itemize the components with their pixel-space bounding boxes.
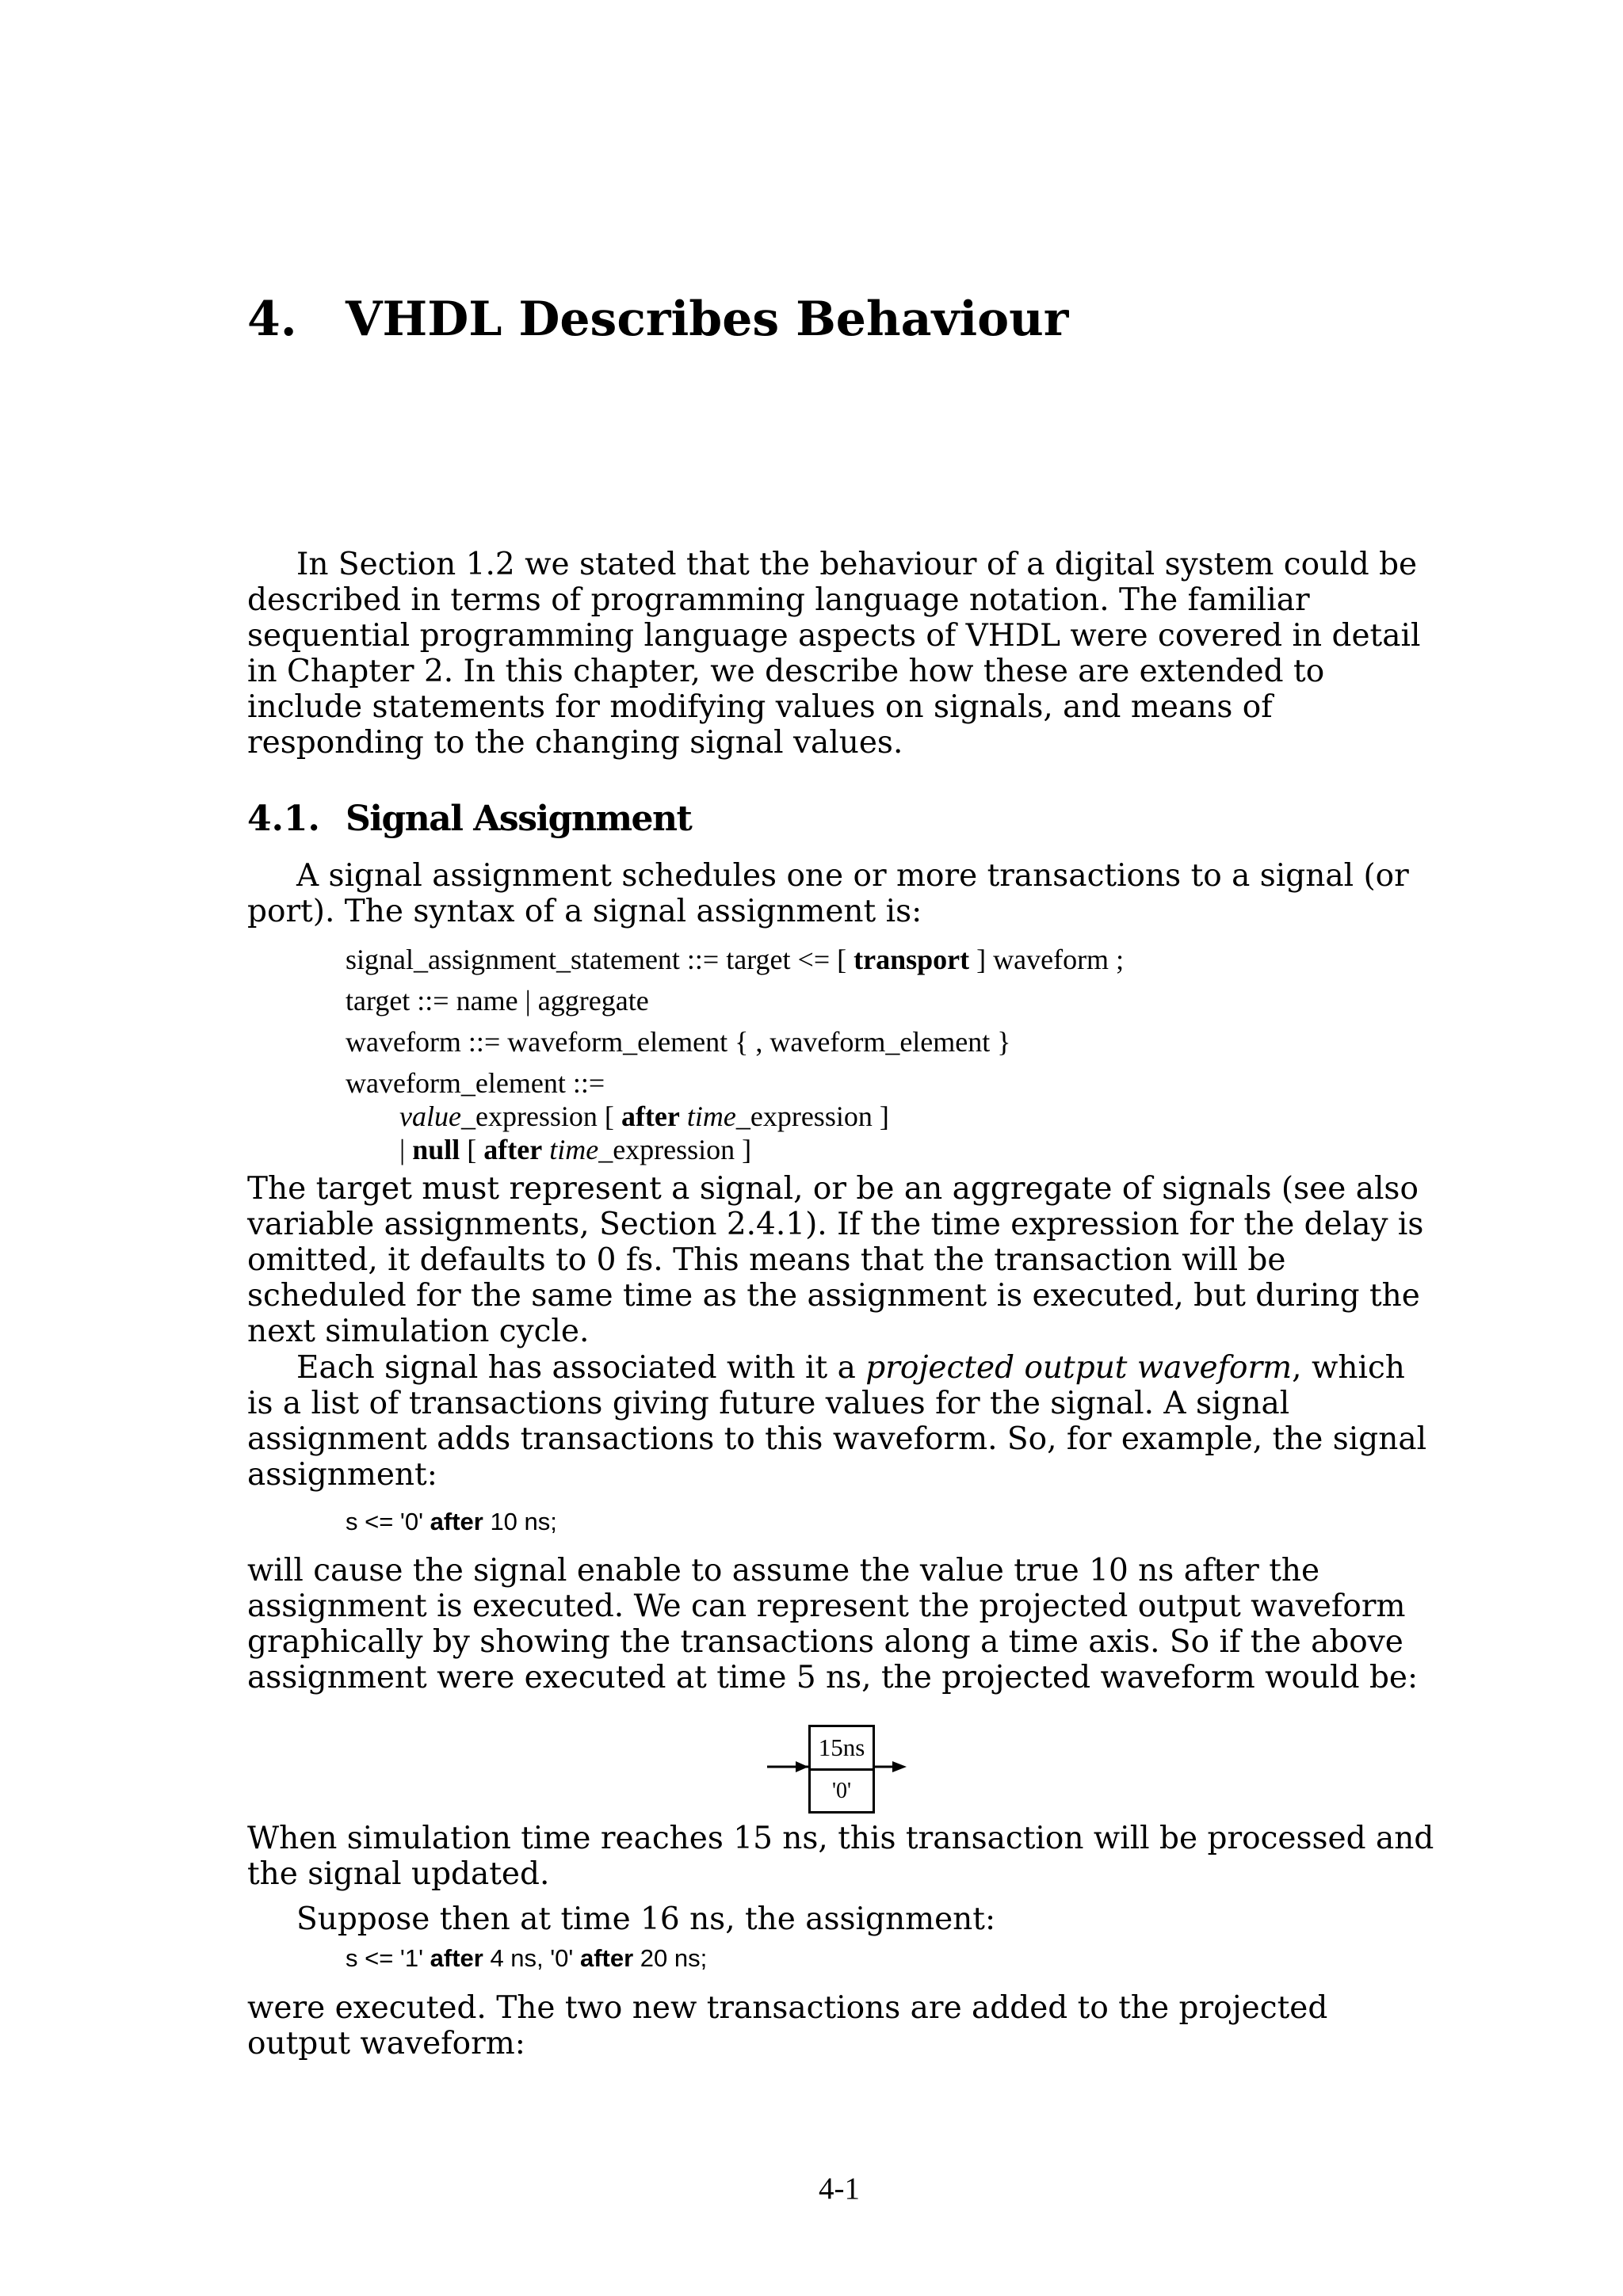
syntax-line-5 — [346, 1100, 1124, 1133]
syntax-text: _expression [ — [460, 1100, 621, 1132]
section-paragraph-1: A signal assignment schedules one or more transactions to a signal (or port). The syntax of a signal assignment is: — [247, 858, 1409, 929]
syntax-line-2: target ::= name | aggregate — [346, 985, 649, 1016]
paragraph-text: , which is a list of transactions giving future values for the signal. A signal assignment adds transactions to this waveform. So, for example, the signal assignment: — [247, 1350, 1427, 1493]
syntax-line-6 — [346, 1133, 1124, 1166]
section-paragraph-7-block — [247, 1990, 1436, 2061]
syntax-keyword: transport — [854, 944, 970, 975]
section-paragraph-4-block — [247, 1553, 1436, 1695]
section-paragraph-5-block — [247, 1821, 1436, 1892]
waveform-transaction-box — [808, 1725, 875, 1814]
section-paragraph-6: Suppose then at time 16 ns, the assignment: — [296, 1901, 996, 1937]
section-number: 4.1. — [247, 799, 320, 839]
section-paragraph-6-block — [247, 1901, 1436, 1937]
transaction-time: 15ns — [818, 1733, 865, 1761]
section-paragraph-3-block — [247, 1350, 1436, 1493]
syntax-text: | — [399, 1134, 413, 1165]
code-text: 10 ns; — [483, 1508, 557, 1535]
syntax-block — [346, 943, 1124, 1166]
section-title: Signal Assignment — [346, 799, 692, 839]
code-text: s <= '1' — [346, 1944, 430, 1972]
code-text: 20 ns; — [633, 1944, 708, 1972]
section-paragraph-7: were executed. The two new transactions are added to the projected output waveform: — [247, 1990, 1328, 2061]
syntax-keyword: after — [621, 1100, 680, 1132]
section-paragraph-2-block — [247, 1171, 1436, 1349]
outgoing-arrowhead — [892, 1761, 907, 1772]
code-text: s <= '0' — [346, 1508, 430, 1535]
syntax-italic: time — [542, 1134, 599, 1165]
section-paragraph-2: The target must represent a signal, or be an aggregate of signals (see also variable assignments, Section 2.4.1). If the time expression for the delay is omitted, it defaults to 0 fs. This means that the transaction will be scheduled for the same time as the assignment is executed, but during the next simulation cycle. — [247, 1171, 1424, 1349]
code-keyword: after — [430, 1508, 483, 1535]
transaction-value: '0' — [831, 1779, 852, 1803]
syntax-italic: value — [399, 1100, 461, 1132]
syntax-line-4: waveform_element ::= — [346, 1067, 605, 1099]
syntax-text: signal_assignment_statement ::= target <= [ — [346, 944, 854, 975]
code-keyword: after — [579, 1944, 634, 1972]
intro-paragraph: In Section 1.2 we stated that the behaviour of a digital system could be described in terms of programming language notation. The familiar sequential programming language aspects of VHDL were covered in detail in Chapter 2. In this chapter, we describe how these are extended to include statements for modifying values on signals, and means of responding to the changing signal values. — [247, 547, 1421, 761]
syntax-line-1 — [346, 943, 1124, 984]
syntax-italic: time — [679, 1100, 736, 1132]
syntax-text: _expression ] — [735, 1100, 889, 1132]
code-text: 4 ns, '0' — [483, 1944, 580, 1972]
page-number: 4-1 — [819, 2172, 860, 2206]
section-heading — [247, 799, 691, 839]
section-paragraph-3 — [247, 1350, 1436, 1493]
section-paragraph-5: When simulation time reaches 15 ns, this transaction will be processed and the signal updated. — [247, 1821, 1434, 1892]
syntax-keyword: null — [412, 1134, 460, 1165]
chapter-title — [247, 292, 1068, 347]
section-paragraph-1-block — [247, 858, 1436, 929]
chapter-number: 4. — [247, 292, 297, 347]
syntax-line-3: waveform ::= waveform_element { , waveform_element } — [346, 1026, 1011, 1058]
syntax-keyword: after — [483, 1134, 543, 1165]
code-example-1 — [346, 1508, 557, 1536]
paragraph-text: Each signal has associated with it a — [296, 1350, 866, 1386]
syntax-text: [ — [460, 1134, 484, 1165]
code-example-2 — [346, 1944, 707, 1973]
section-paragraph-4: will cause the signal enable to assume the value true 10 ns after the assignment is executed. We can represent the projected output waveform graphically by showing the transactions along a time axis. So if the above assignment were executed at time 5 ns, the projected waveform would be: — [247, 1553, 1419, 1695]
incoming-arrowhead — [796, 1761, 808, 1772]
chapter-title-text: VHDL Describes Behaviour — [346, 292, 1069, 347]
syntax-text: _expression ] — [598, 1134, 752, 1165]
emphasis-term: projected output waveform — [865, 1350, 1293, 1386]
code-keyword: after — [430, 1944, 483, 1972]
intro-paragraph-block — [247, 547, 1436, 761]
syntax-text: ] waveform ; — [969, 944, 1125, 975]
